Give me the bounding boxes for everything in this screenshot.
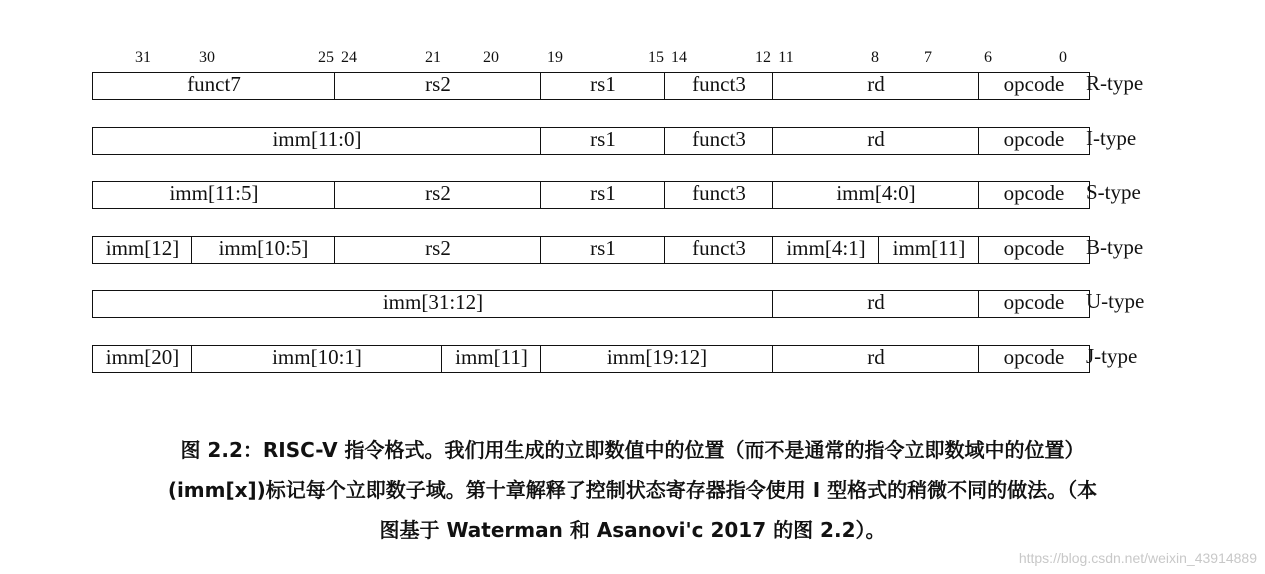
field-funct7: funct7 xyxy=(92,72,335,100)
field-rd: rd xyxy=(772,345,979,373)
field-imm: imm[10:5] xyxy=(191,236,335,264)
field-rd: rd xyxy=(772,127,979,155)
field-rs1: rs1 xyxy=(540,236,665,264)
bit-label: 7 xyxy=(924,49,932,66)
field-imm: imm[11:0] xyxy=(92,127,541,155)
field-rd: rd xyxy=(772,290,979,318)
field-rs1: rs1 xyxy=(540,72,665,100)
field-imm: imm[11] xyxy=(441,345,541,373)
field-imm: imm[12] xyxy=(92,236,192,264)
bit-position-header xyxy=(0,48,1265,70)
field-rs1: rs1 xyxy=(540,181,665,209)
field-imm: imm[4:0] xyxy=(772,181,979,209)
field-rs2: rs2 xyxy=(334,72,541,100)
bit-label: 11 xyxy=(778,49,794,66)
field-imm: imm[4:1] xyxy=(772,236,879,264)
bit-label: 30 xyxy=(199,49,215,66)
bit-label: 19 xyxy=(547,49,563,66)
field-rs1: rs1 xyxy=(540,127,665,155)
caption-line: 图基于 Waterman 和 Asanovi'c 2017 的图 2.2）。 xyxy=(379,518,886,542)
bit-label: 20 xyxy=(483,49,499,66)
bit-label: 25 xyxy=(318,49,334,66)
format-type-label: J-type xyxy=(1086,344,1138,368)
caption-line: 图 2.2：RISC-V 指令格式。我们用生成的立即数值中的位置（而不是通常的指令立即数域中的位置） xyxy=(180,438,1085,462)
bit-label: 31 xyxy=(135,49,151,66)
field-funct3: funct3 xyxy=(664,72,773,100)
field-imm: imm[11] xyxy=(878,236,979,264)
watermark: https://blog.csdn.net/weixin_43914889 xyxy=(1018,550,1257,566)
format-type-label: B-type xyxy=(1086,235,1144,259)
field-imm: imm[20] xyxy=(92,345,192,373)
bit-label: 0 xyxy=(1059,49,1067,66)
field-funct3: funct3 xyxy=(664,127,773,155)
figure-caption xyxy=(60,430,1205,550)
field-opcode: opcode xyxy=(978,345,1090,373)
field-opcode: opcode xyxy=(978,72,1090,100)
field-opcode: opcode xyxy=(978,181,1090,209)
field-opcode: opcode xyxy=(978,127,1090,155)
field-opcode: opcode xyxy=(978,290,1090,318)
bit-label: 14 xyxy=(671,49,687,66)
bit-label: 21 xyxy=(425,49,441,66)
field-imm: imm[31:12] xyxy=(92,290,773,318)
format-type-label: U-type xyxy=(1086,289,1145,313)
format-type-label: I-type xyxy=(1086,126,1137,150)
bit-label: 6 xyxy=(984,49,992,66)
bit-label: 15 xyxy=(648,49,664,66)
format-type-label: S-type xyxy=(1086,180,1141,204)
field-rs2: rs2 xyxy=(334,181,541,209)
bit-label: 12 xyxy=(755,49,771,66)
field-opcode: opcode xyxy=(978,236,1090,264)
bit-label: 24 xyxy=(341,49,357,66)
field-imm: imm[19:12] xyxy=(540,345,773,373)
field-imm: imm[11:5] xyxy=(92,181,335,209)
format-type-label: R-type xyxy=(1086,71,1144,95)
field-imm: imm[10:1] xyxy=(191,345,442,373)
caption-line: (imm[x])标记每个立即数子域。第十章解释了控制状态寄存器指令使用 I 型格式的稍微不同的做法。（本 xyxy=(167,478,1098,502)
field-funct3: funct3 xyxy=(664,181,773,209)
field-rd: rd xyxy=(772,72,979,100)
bit-label: 8 xyxy=(871,49,879,66)
field-funct3: funct3 xyxy=(664,236,773,264)
field-rs2: rs2 xyxy=(334,236,541,264)
